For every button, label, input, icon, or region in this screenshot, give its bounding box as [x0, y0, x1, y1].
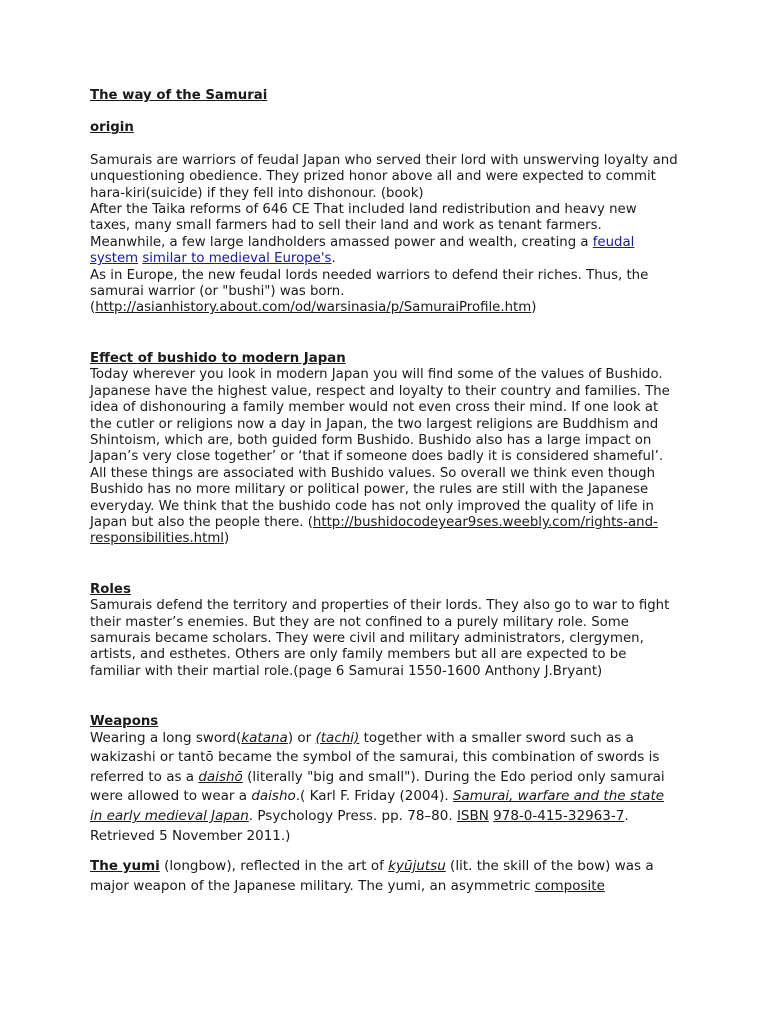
effect-text: Today wherever you look in modern Japan you will find some of the values of Bushido. Japanese have the highest value, respect and loyalty to their country and families. The idea of dishonouring a family member would not even cross their mind. If one look at the cutler or religions now a day in Japan, the two largest religions are Buddhism and Shintoism, which are, both guided form Bushido. Bushido also has a large impact on Japan’s very close together’ or ‘that if someone does badly it is considered shameful’. All these things are associated with Bushido values. So overall we think even though Bushido has no more military or political power, the rules are still with the Japanese everyday. We think that the bushido code has not only improved the quality of life in Japan but also the people there. ( [90, 367, 670, 530]
origin-text-3: As in Europe, the new feudal lords needed warriors to defend their riches. Thus, the samurai warrior (or "bushi") was born.( [90, 267, 649, 316]
feudal-system-link[interactable]: feudal system [90, 234, 635, 267]
origin-paragraph-1 [90, 153, 680, 202]
kyujutsu-link[interactable]: kyūjutsu [388, 858, 446, 875]
origin-text-2: After the Taika reforms of 646 CE That included land redistribution and heavy new taxes, many small farmers had to sell their land and work as tenant farmers. Meanwhile, a few large landholders amassed power and wealth, creating a [90, 202, 637, 250]
origin-text-3-end: ) [531, 300, 537, 316]
effect-text-end: ) [223, 531, 230, 547]
yumi-paragraph [90, 857, 680, 896]
weapons-heading: Weapons [90, 714, 159, 730]
medieval-europe-link[interactable]: similar to medieval Europe's [142, 251, 332, 267]
weapons-text-6: . Psychology Press. pp. 78–80. [248, 807, 457, 824]
yumi-text-2: (lit. the skill of the bow) was a major weapon of the Japanese military. The yumi, an asymmetric [90, 858, 654, 894]
daisho-term: daisho [251, 788, 296, 805]
weapons-paragraph [90, 729, 680, 847]
weapons-text-3: together with a smaller sword such as a wakizashi or tantō became the symbol of the samurai, this combination of swords is referred to as a [90, 729, 660, 785]
bushido-link[interactable]: http://bushidocodeyear9ses.weebly.com/rights-and-responsibilities.html [90, 514, 658, 547]
daisho-link[interactable]: daishō [198, 768, 243, 785]
weapons-text-4: (literally "big and small"). During the Edo period only samurai were allowed to wear a [90, 768, 665, 805]
origin-text-2-end: . [331, 251, 336, 267]
composite-link[interactable]: composite [534, 877, 605, 894]
weapons-text-2: ) or [287, 729, 316, 746]
page-title: The way of the Samurai [90, 88, 268, 103]
weapons-text-5: .( Karl F. Friday (2004). [295, 788, 453, 805]
yumi-text-1: (longbow), reflected in the art of [159, 858, 389, 875]
tachi-link[interactable]: (tachi) [315, 729, 360, 746]
weapons-text-8: . Retrieved 5 November 2011.) [90, 807, 629, 844]
yumi-heading: The yumi [90, 858, 160, 875]
roles-paragraph [90, 598, 680, 680]
origin-paragraph-3 [90, 268, 680, 317]
isbn-number-link[interactable]: 978-0-415-32963-7 [493, 807, 625, 824]
document-page [90, 88, 680, 896]
asianhistory-link[interactable]: http://asianhistory.about.com/od/warsinasia/p/SamuraiProfile.htm [95, 300, 532, 316]
roles-text: Samurais defend the territory and properties of their lords. They also go to war to fight their master’s enemies. But they are not confined to a purely military role. Some samurais became scholars. They were civil and military administrators, clergymen, artists, and esthetes. Others are only family members but all are expected to be familiar with their martial role.(page 6 Samurai 1550-1600 Anthony J.Bryant) [90, 598, 670, 679]
isbn-link[interactable]: ISBN [456, 807, 489, 824]
origin-heading: origin [90, 120, 134, 136]
weapons-text-1: Wearing a long sword( [90, 729, 242, 746]
roles-heading: Roles [90, 581, 131, 597]
effect-heading: Effect of bushido to modern Japan [90, 350, 346, 366]
effect-paragraph [90, 367, 680, 547]
origin-paragraph-2 [90, 202, 680, 268]
origin-text-1: Samurais are warriors of feudal Japan who served their lord with unswerving loyalty and unquestioning obedience. They prized honor above all and were expected to commit hara-kiri(suicide) if they fell into dishonour. (book) [90, 152, 678, 201]
book-title-link[interactable]: Samurai, warfare and the state in early medieval Japan [90, 788, 665, 824]
katana-link[interactable]: katana [241, 729, 288, 746]
